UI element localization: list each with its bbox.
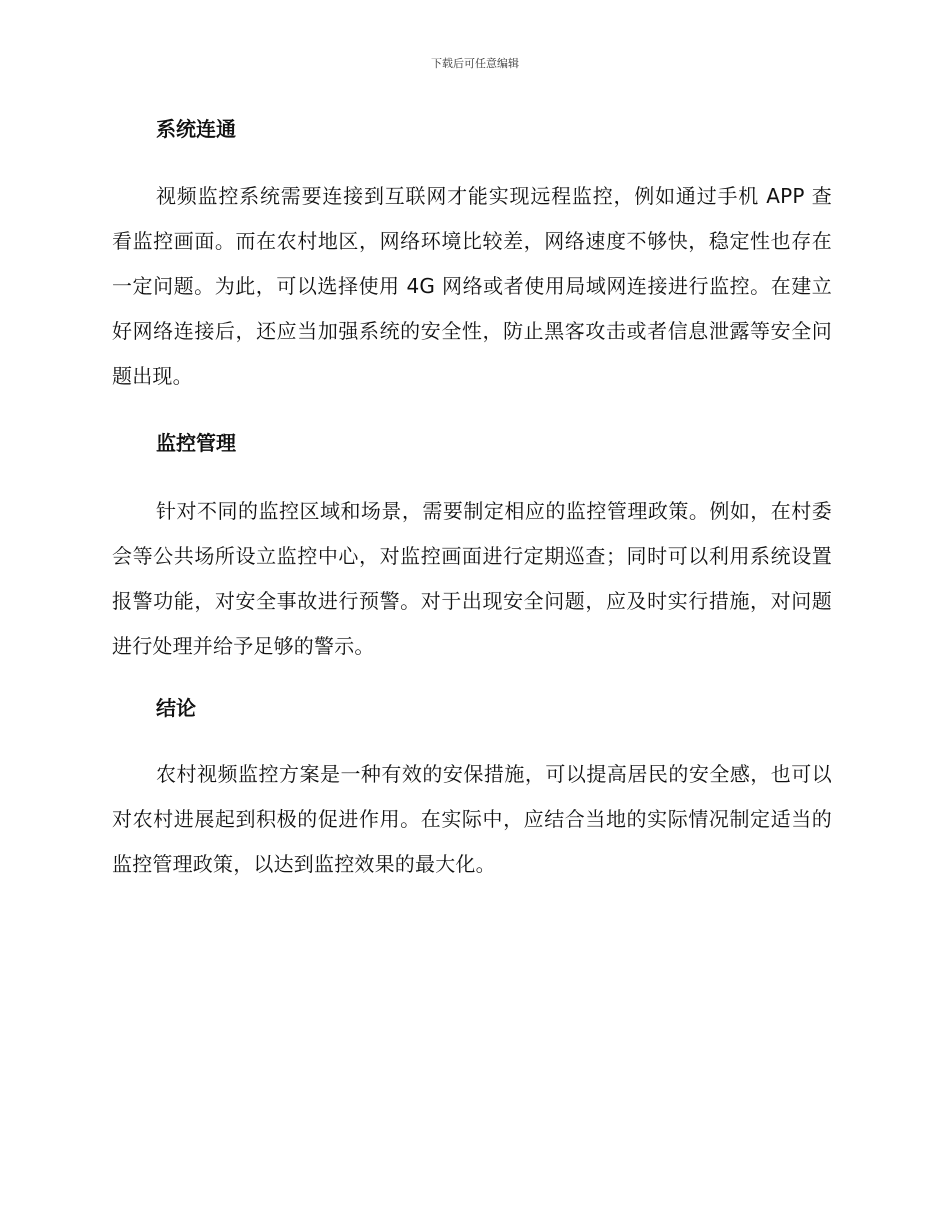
section-paragraph-network: 视频监控系统需要连接到互联网才能实现远程监控，例如通过手机 APP 查看监控画面。而在农村地区，网络环境比较差，网络速度不够快，稳定性也存在一定问题。为此，可以选择使用 4G 网络或者使用局域网连接进行监控。在建立好网络连接后，还应当加强系统的安全性，防止黑客攻击或者信息泄露等安全问题出现。 [112, 184, 832, 388]
document-body [112, 112, 832, 887]
section-heading-conclusion: 结论 [156, 696, 196, 720]
section-heading-network: 系统连通 [156, 117, 236, 141]
section-heading-management: 监控管理 [156, 431, 236, 455]
header-note: 下载后可任意编辑 [431, 57, 519, 70]
section-paragraph-conclusion: 农村视频监控方案是一种有效的安保措施，可以提高居民的安全感，也可以对农村进展起到积极的促进作用。在实际中，应结合当地的实际情况制定适当的监控管理政策，以达到监控效果的最大化。 [112, 762, 832, 876]
section-paragraph-management: 针对不同的监控区域和场景，需要制定相应的监控管理政策。例如，在村委会等公共场所设立监控中心，对监控画面进行定期巡查；同时可以利用系统设置报警功能，对安全事故进行预警。对于出现安全问题，应及时实行措施，对问题进行处理并给予足够的警示。 [112, 499, 832, 658]
